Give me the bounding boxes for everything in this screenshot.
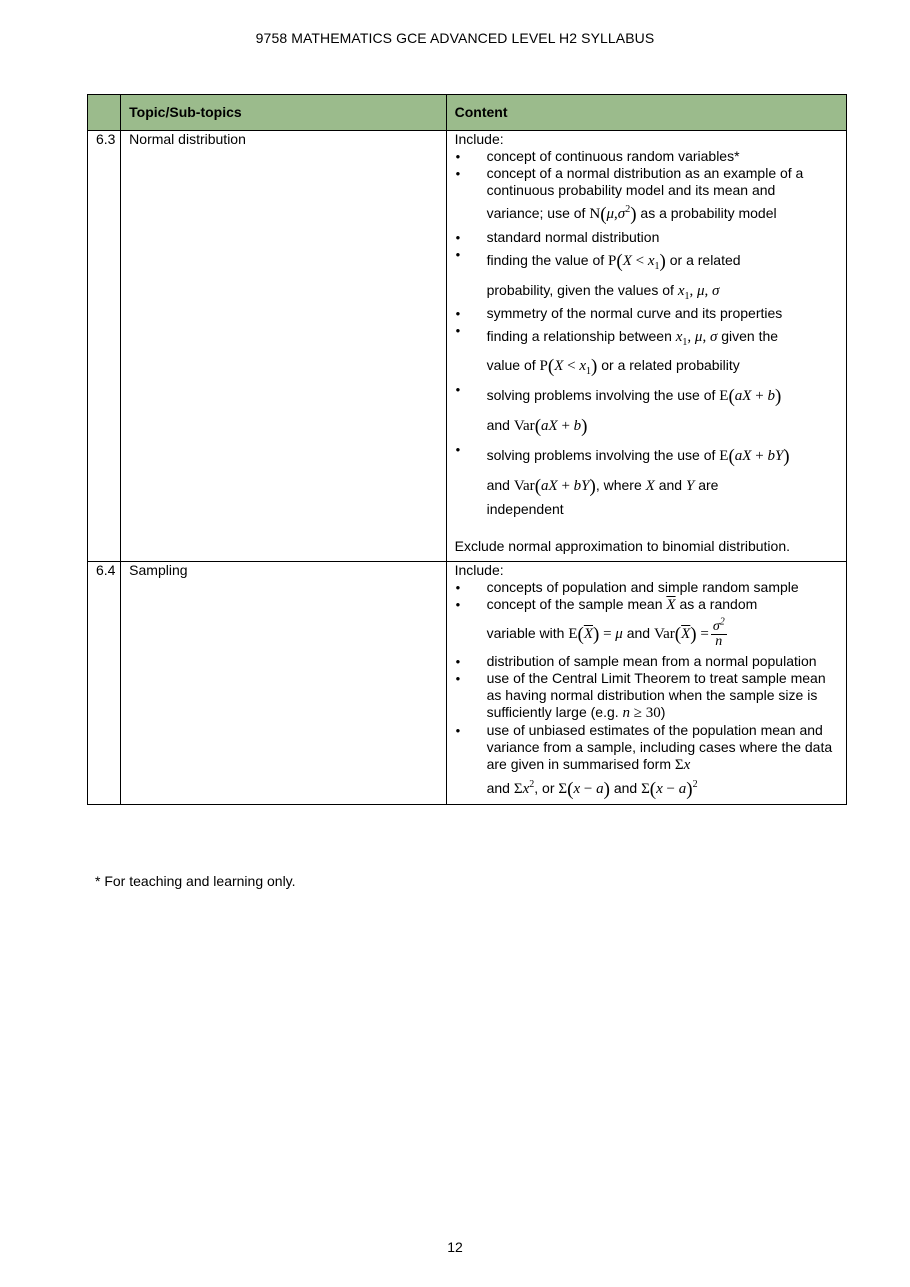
page-number: 12	[447, 1239, 463, 1255]
list-item: • symmetry of the normal curve and its properties	[455, 305, 838, 322]
math-variance-of-sample-mean: $Var(\overline{X})$ =	[653, 624, 709, 646]
list-item: • finding a relationship between $x_1$, μ, σ given the value of $P(X < x_1)$ or a related probability	[455, 322, 838, 381]
row-number: 6.4	[88, 562, 121, 805]
list-item: • concept of continuous random variables*	[455, 148, 838, 165]
include-label: Include:	[454, 562, 504, 578]
list-item: • finding the value of $P(X < x_1)$ or a related probability, given the values of $x_1$, μ, σ	[455, 246, 838, 305]
list-item: • distribution of sample mean from a normal population	[455, 653, 838, 670]
content-list	[455, 579, 838, 804]
table-header-row	[88, 95, 847, 131]
include-label: Include:	[454, 131, 504, 147]
math-prob-x-less-x1: $P(X < x_1)$	[608, 251, 666, 272]
math-variance-ax-by: Var(aX + bY)	[513, 476, 596, 497]
exclude-note: Exclude normal approximation to binomial distribution.	[454, 538, 791, 554]
math-mean-of-sample-mean: $E(\overline{X}) = \mu$	[568, 624, 623, 646]
math-sum-x-minus-a: Σ(x − a)	[558, 779, 610, 800]
math-sample-mean: $\overline{X}$	[666, 597, 676, 613]
math-sum-x-squared: $\Sigma x^2$	[513, 779, 535, 797]
list-item: • solving problems involving the use of E(aX + b) and Var(aX + b)	[455, 381, 838, 441]
header-topic: Topic/Sub-topics	[121, 95, 446, 131]
footnote: * For teaching and learning only.	[95, 873, 296, 889]
row-topic: Normal distribution	[121, 131, 446, 562]
row-number: 6.3	[88, 131, 121, 562]
list-item: • use of unbiased estimates of the population mean and variance from a sample, including cases where the data are given in summarised form Σx and $\Sigma x^2$, or Σ(x − a) and $\Sigma(x - a)^2$	[455, 722, 838, 804]
content-list	[455, 148, 838, 518]
row-content	[446, 131, 846, 562]
syllabus-table	[87, 94, 847, 805]
page-header: 9758 MATHEMATICS GCE ADVANCED LEVEL H2 SYLLABUS	[255, 30, 655, 46]
math-params: $x_1$, μ, σ	[675, 329, 718, 348]
row-content	[446, 562, 846, 805]
header-number	[88, 95, 121, 131]
list-item: • concepts of population and simple random sample	[455, 579, 838, 596]
math-prob-x-less-x1: $P(X < x_1)$	[539, 356, 598, 377]
math-variance-ax-b: Var(aX + b)	[513, 416, 588, 437]
math-sum-x: Σx	[674, 757, 691, 773]
list-item: • solving problems involving the use of E(aX + bY) and Var(aX + bY), where X and Y are independent	[455, 441, 838, 518]
math-fraction-sigma2-over-n: $\frac{\sigma^2}{n}$	[712, 616, 725, 649]
math-n-at-least-30: n ≥ 30	[622, 705, 661, 721]
math-sum-x-minus-a-squared: $\Sigma(x - a)^2$	[641, 779, 698, 800]
row-topic: Sampling	[121, 562, 446, 805]
list-item: • use of the Central Limit Theorem to treat sample mean as having normal distribution when the sample size is sufficiently large (e.g. n ≥ 30)	[455, 670, 838, 722]
math-expectation-ax-by: E(aX + bY)	[719, 446, 790, 467]
list-item: • standard normal distribution	[455, 229, 838, 246]
table-row	[88, 562, 847, 805]
math-expectation-ax-b: E(aX + b)	[719, 386, 782, 407]
list-item: • concept of the sample mean $\overline{X}$ as a random variable with $E(\overline{X}) = \mu$ and $Var(\overline{X})$ = $\frac{\sigma^2}{n}$	[455, 596, 838, 653]
math-normal-notation: $N(\mu,\sigma^2)$	[589, 204, 637, 225]
list-item: • concept of a normal distribution as an example of a continuous probability model and its mean and variance; use of $N(\mu,\sigma^2)$ as a probability model	[455, 165, 838, 229]
header-content: Content	[446, 95, 846, 131]
math-params: $x_1$, μ, σ	[677, 283, 720, 302]
table-row	[88, 131, 847, 562]
